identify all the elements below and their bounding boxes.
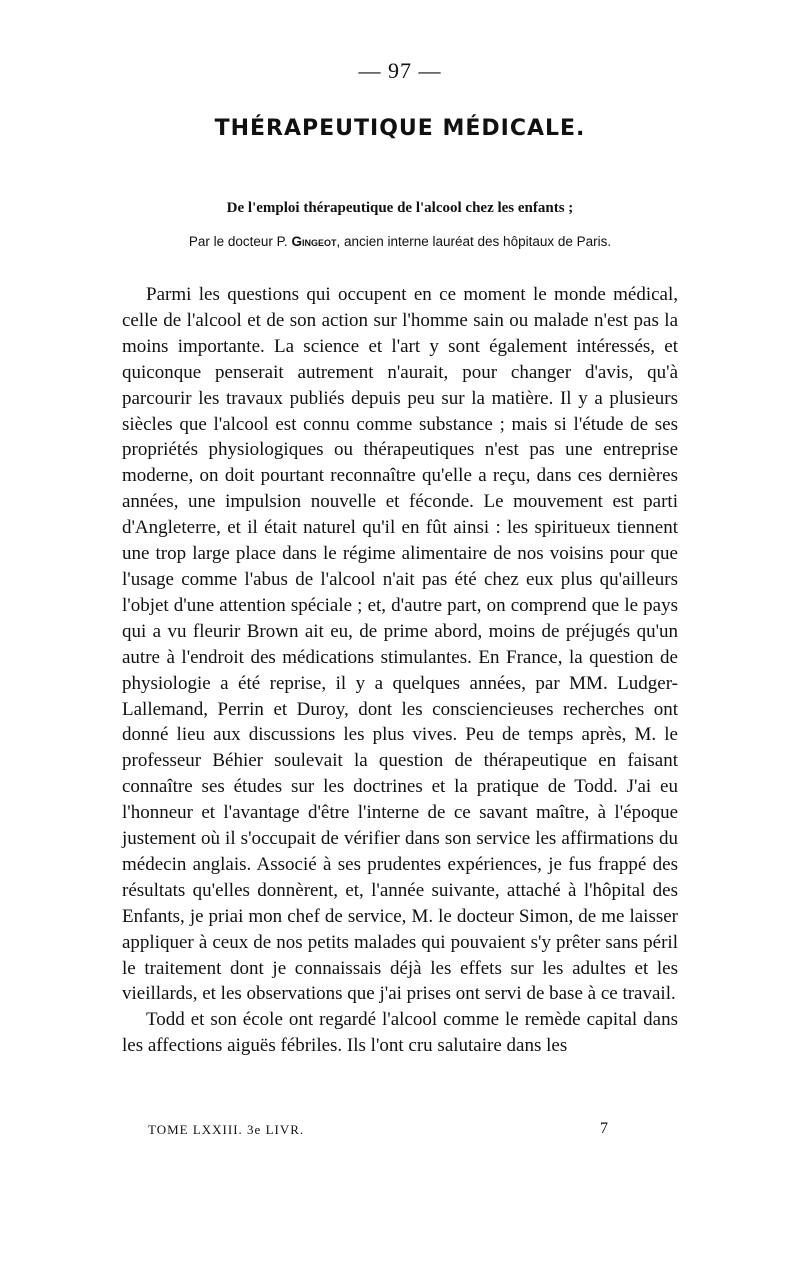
page-number: — 97 — — [358, 58, 442, 83]
byline-prefix: Par le docteur P. — [188, 234, 288, 249]
volume-footer: TOME LXXIII. 3e LIVR. — [148, 1122, 305, 1137]
signature-mark: 7 — [600, 1120, 608, 1137]
byline-suffix: , ancien interne lauréat des hôpitaux de Paris. — [336, 234, 612, 249]
article-title: De l'emploi thérapeutique de l'alcool chez les enfants ; — [226, 200, 574, 216]
byline-author: Gingeot — [291, 234, 337, 249]
section-title: THÉRAPEUTIQUE MÉDICALE. — [214, 116, 586, 141]
paragraph-2: Todd et son école ont regardé l'alcool comme le remède capital dans les affections aiguës fébriles. Ils l'ont cru salutaire dans les — [122, 1009, 678, 1057]
article-body — [122, 282, 678, 1059]
article-byline — [150, 232, 650, 251]
paragraph-1: Parmi les questions qui occupent en ce moment le monde médical, celle de l'alcool et de son action sur l'homme sain ou malade n'est pas la moins importante. La science et l'art y sont également intéressés, et quiconque penserait autrement n'aurait, pour changer d'avis, qu'à parcourir les travaux publiés depuis peu sur la matière. Il y a plusieurs siècles que l'alcool est connu comme substance ; mais si l'étude de ses propriétés physiologiques ou thérapeutiques n'est pas une entreprise moderne, on doit pourtant reconnaître qu'elle a reçu, dans ces dernières années, une impulsion nouvelle et féconde. Le mouvement est parti d'Angleterre, et il était naturel qu'il en fût ainsi : les spiritueux tiennent une trop large place dans le régime alimentaire de nos voisins pour que l'usage comme l'abus de l'alcool n'ait pas été chez eux plus qu'ailleurs l'objet d'une attention spéciale ; et, d'autre part, on comprend que le pays qui a vu fleurir Brown ait eu, de prime abord, moins de préjugés qu'un autre à l'endroit des médications stimulantes. En France, la question de physiologie a été reprise, il y a quelques années, par MM. Ludger-Lallemand, Perrin et Duroy, dont les consciencieuses recherches ont donné lieu aux discussions les plus vives. Peu de temps après, M. le professeur Béhier soulevait la question de thérapeutique en faisant connaître ses études sur les doctrines et la pratique de Todd. J'ai eu l'honneur et l'avantage d'être l'interne de ce savant maître, à l'époque justement où il s'occupait de vérifier dans son service les affirmations du médecin anglais. Associé à ses prudentes expériences, je fus frappé des résultats qu'elles donnèrent, et, l'année suivante, attaché à l'hôpital des Enfants, je priai mon chef de service, M. le docteur Simon, de me laisser appliquer à ceux de nos petits malades qui pouvaient s'y prêter sans péril le traitement dont je connaissais déjà les effets sur les adultes et les vieillards, et les observations que j'ai prises ont servi de base à ce travail. — [122, 284, 678, 1005]
